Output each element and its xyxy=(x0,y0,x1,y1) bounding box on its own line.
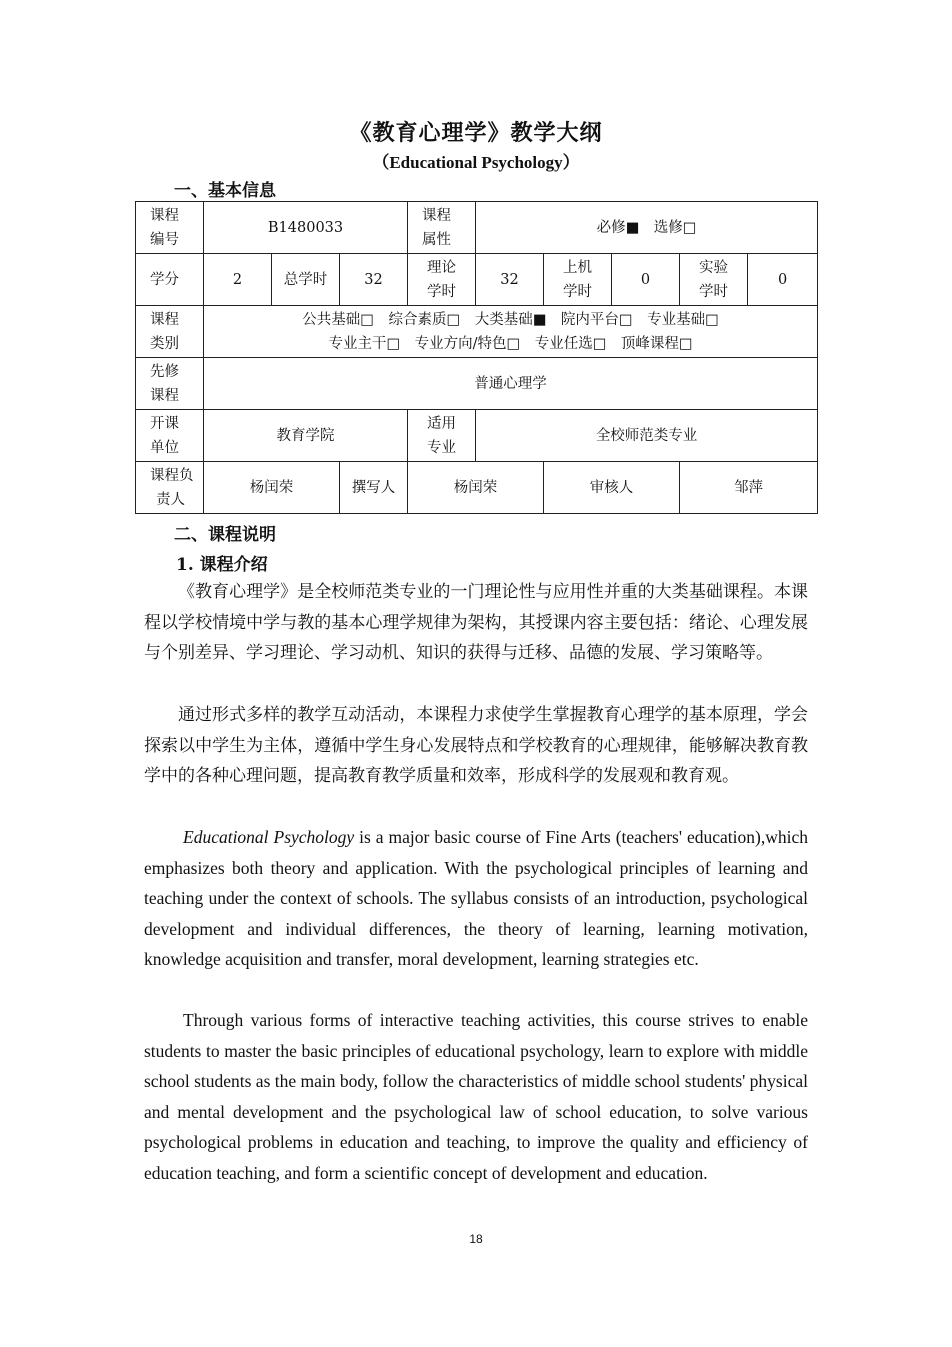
prereq-value: 普通心理学 xyxy=(204,358,818,410)
course-attr-value: 必修■ 选修□ xyxy=(476,202,818,254)
theory-hours-value: 32 xyxy=(476,254,544,306)
lab-hours-value: 0 xyxy=(748,254,818,306)
paragraph-en-1 xyxy=(144,822,808,975)
reviewer-value: 邹萍 xyxy=(680,462,818,514)
total-hours-value: 32 xyxy=(340,254,408,306)
writer-value: 杨闰荣 xyxy=(408,462,544,514)
major-label: 适用 专业 xyxy=(408,410,476,462)
dept-value: 教育学院 xyxy=(204,410,408,462)
category-label: 课程 类别 xyxy=(136,306,204,358)
writer-label: 撰写人 xyxy=(340,462,408,514)
paragraph-en-2: Through various forms of interactive teaching activities, this course strives to enable students to master the basic principles of educational psychology, learn to explore with middle school students as the main body, follow the characteristics of middle school students' physical and mental development and the psychological law of school education, to solve various psychological problems in education and teaching, to improve the quality and efficiency of education teaching, and form a scientific concept of development and education. xyxy=(144,1010,808,1183)
document-subtitle: （Educational Psychology） xyxy=(372,153,580,172)
category-line-2: 专业主干□ 专业方向/特色□ 专业任选□ 顶峰课程□ xyxy=(328,335,693,352)
subsection-heading-intro: 1. 课程介绍 xyxy=(176,555,268,575)
paragraph-en-1-text: is a major basic course of Fine Arts (teachers' education),which emphasizes both theory and application. With the psychological principles of learning and teaching under the context of schools. The syllabus consists of an introduction, psychological development and individual differences, the theory of learning, learning motivation, knowledge acquisition and transfer, moral development, learning strategies etc. xyxy=(144,827,808,969)
computer-hours-value: 0 xyxy=(612,254,680,306)
total-hours-label: 总学时 xyxy=(272,254,340,306)
prereq-label: 先修 课程 xyxy=(136,358,204,410)
category-line-1: 公共基础□ 综合素质□ 大类基础■ 院内平台□ 专业基础□ xyxy=(302,311,719,328)
owner-label: 课程负 责人 xyxy=(136,462,204,514)
credit-label: 学分 xyxy=(136,254,204,306)
paragraph-zh-1: 《教育心理学》是全校师范类专业的一门理论性与应用性并重的大类基础课程。本课程以学校情境中学与教的基本心理学规律为架构，其授课内容主要包括：绪论、心理发展与个别差异、学习理论、学习动机、知识的获得与迁移、品德的发展、学习策略等。 xyxy=(144,582,808,663)
owner-value: 杨闰荣 xyxy=(204,462,340,514)
course-name-italic: Educational Psychology xyxy=(183,827,355,847)
credit-value: 2 xyxy=(204,254,272,306)
page-number: 18 xyxy=(469,1232,483,1246)
theory-hours-label: 理论 学时 xyxy=(408,254,476,306)
section-heading-basic-info: 一、基本信息 xyxy=(174,181,276,201)
course-attr-label: 课程 属性 xyxy=(408,202,476,254)
paragraph-zh-2: 通过形式多样的教学互动活动，本课程力求使学生掌握教育心理学的基本原理，学会探索以中学生为主体，遵循中学生身心发展特点和学校教育的心理规律，能够解决教育教学中的各种心理问题，提高教育教学质量和效率，形成科学的发展观和教育观。 xyxy=(144,705,808,786)
basic-info-table xyxy=(135,201,818,514)
document-title: 《教育心理学》教学大纲 xyxy=(349,120,603,146)
lab-hours-label: 实验 学时 xyxy=(680,254,748,306)
reviewer-label: 审核人 xyxy=(544,462,680,514)
course-code-label: 课程 编号 xyxy=(136,202,204,254)
course-code-value: B1480033 xyxy=(204,202,408,254)
section-heading-course-description: 二、课程说明 xyxy=(174,525,276,545)
category-value xyxy=(204,306,818,358)
computer-hours-label: 上机 学时 xyxy=(544,254,612,306)
dept-label: 开课 单位 xyxy=(136,410,204,462)
major-value: 全校师范类专业 xyxy=(476,410,818,462)
